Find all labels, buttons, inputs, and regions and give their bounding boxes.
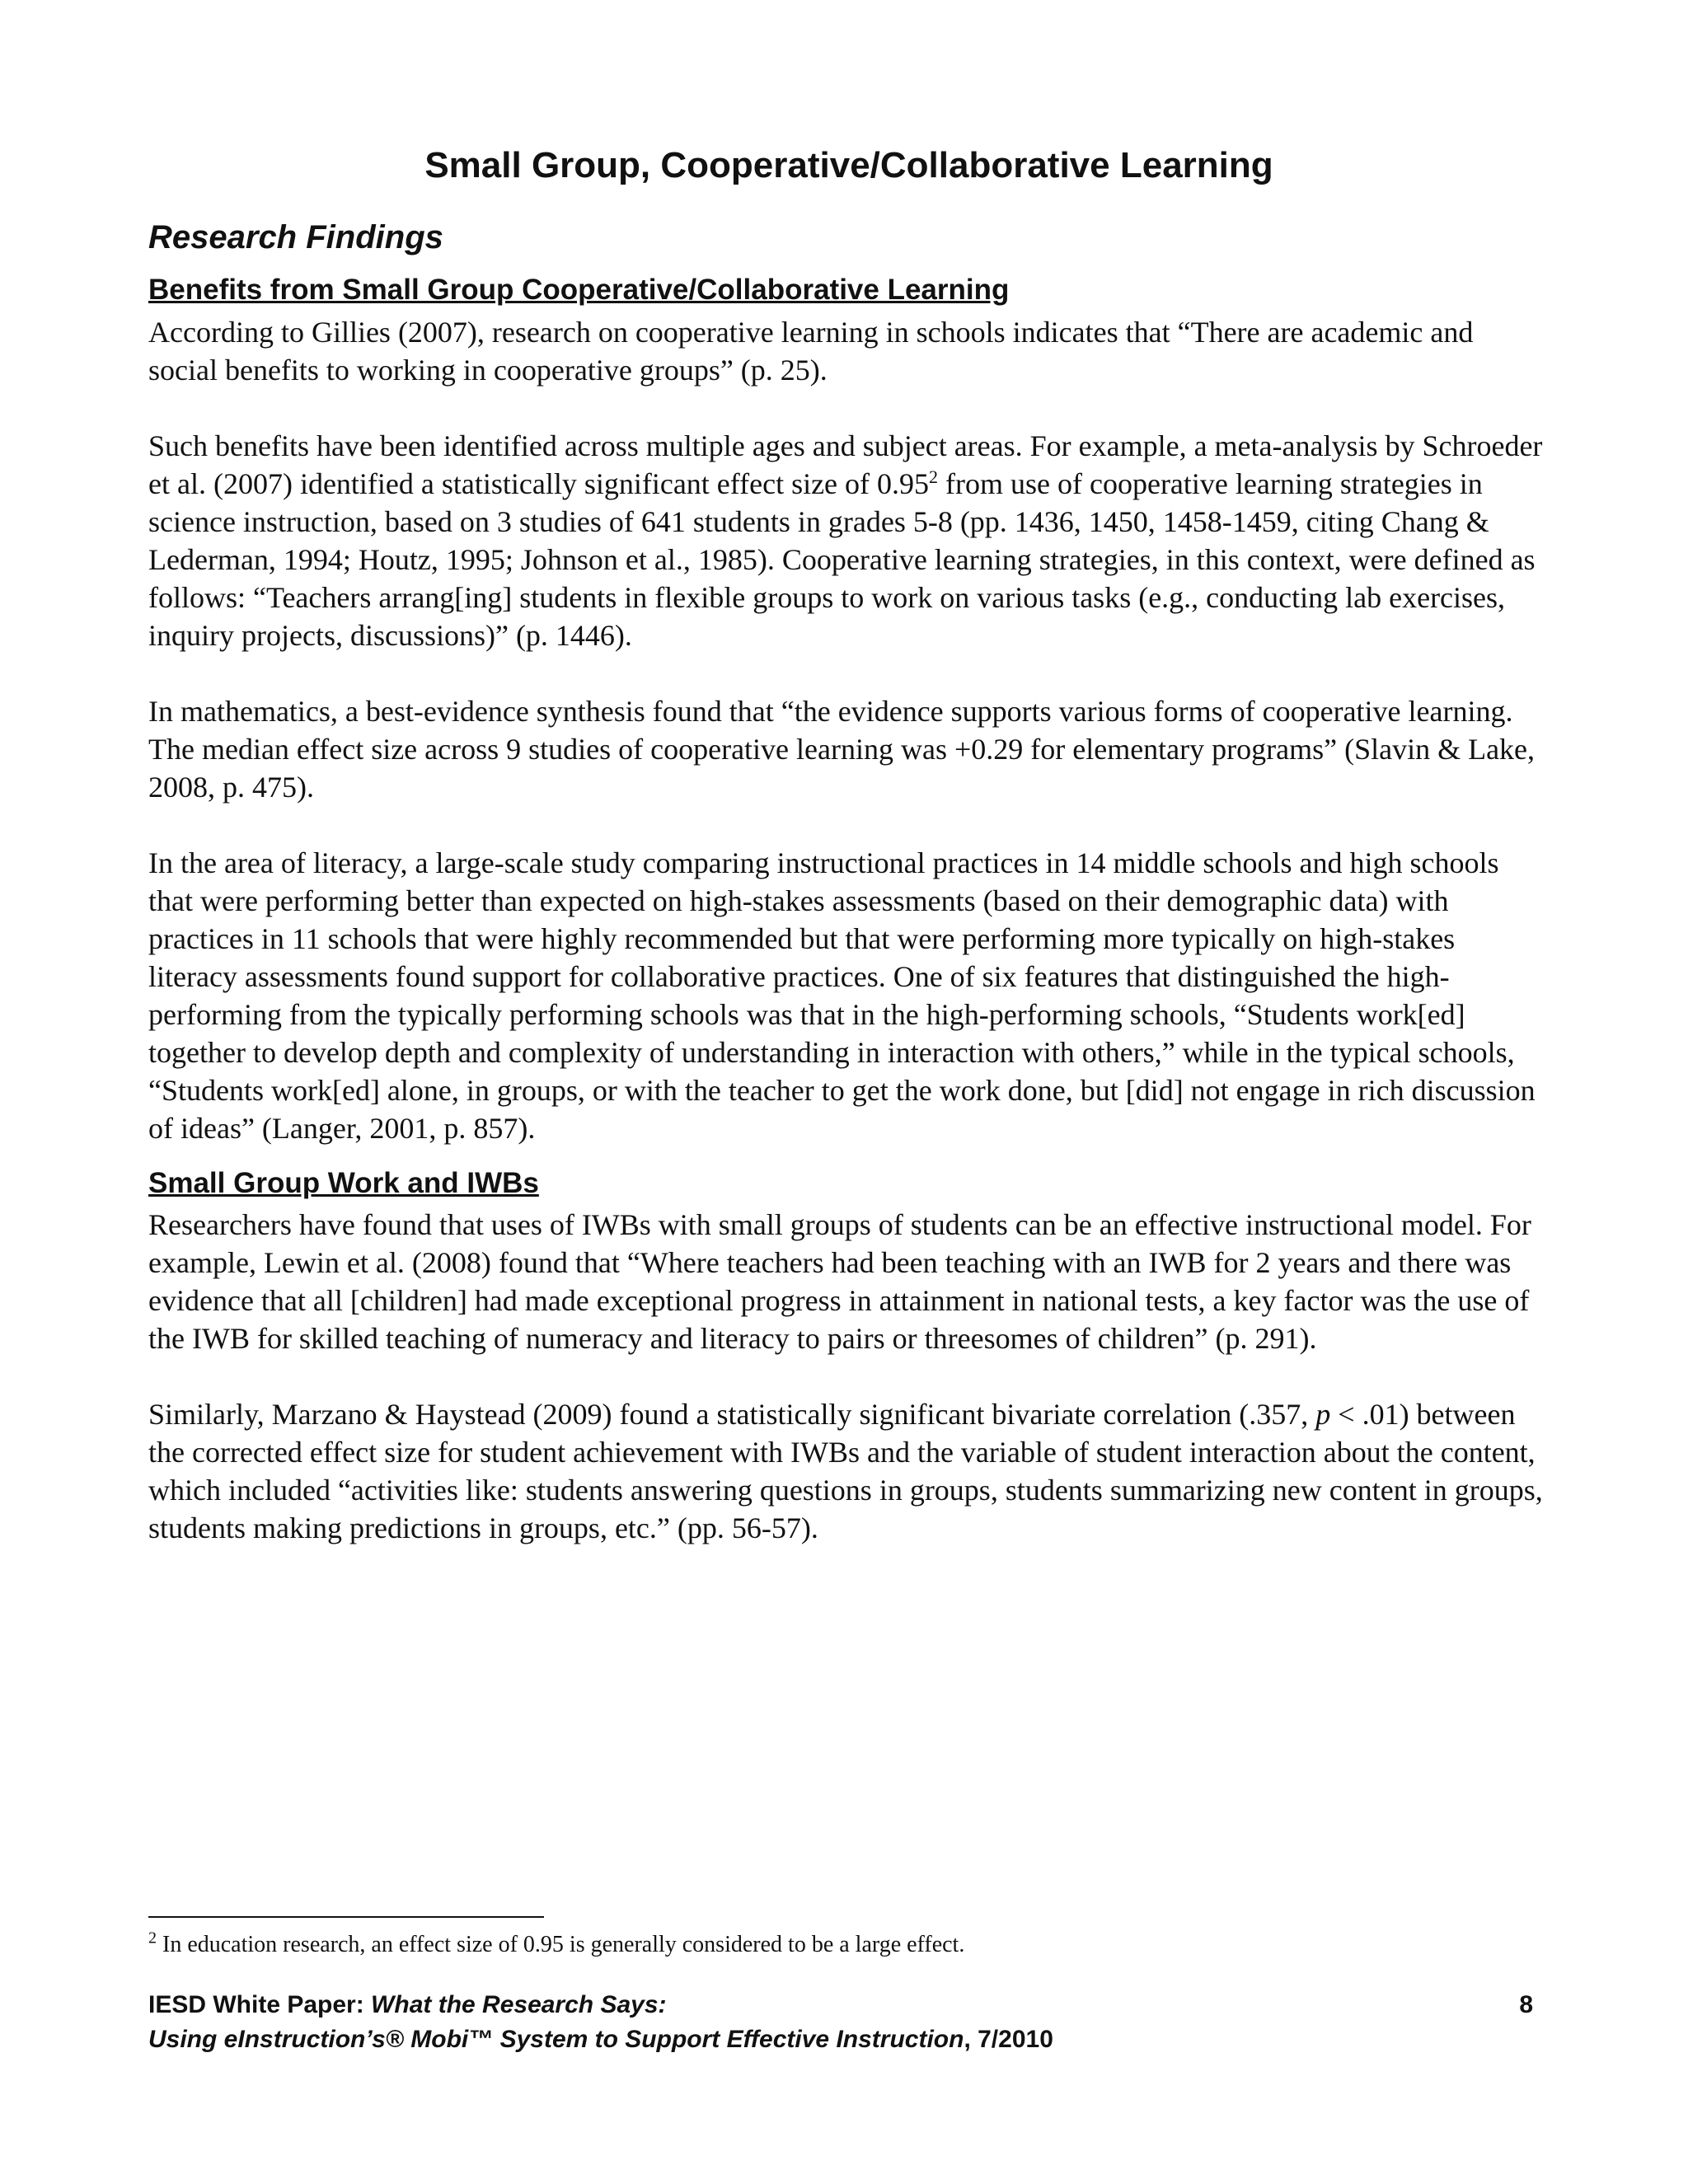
subsection-heading-iwbs: Small Group Work and IWBs bbox=[148, 1166, 539, 1199]
footnote-marker: 2 bbox=[148, 1929, 157, 1947]
footer-prefix: IESD White Paper: bbox=[148, 1991, 372, 2018]
footer-date: , 7/2010 bbox=[964, 2026, 1053, 2053]
page-number: 8 bbox=[1519, 1991, 1533, 2018]
paragraph-text: Such benefits have been identified across multiple ages and subject areas. For example, a meta-analysis by Schroeder et al. (2007) identified a statistically significant effect size of 0.95 bbox=[148, 429, 1543, 500]
footnote-divider bbox=[148, 1916, 544, 1918]
paragraph: According to Gillies (2007), research on cooperative learning in schools indicates that “There are academic and social benefits to working in cooperative groups” (p. 25). bbox=[148, 315, 1474, 387]
paragraph-text: < .01) between the corrected effect size for student achievement with IWBs and the variable of student interaction about the content, which included “activities like: students answering questions in groups, students summarizing new content in groups, students making predictions in groups, etc.” (pp. 56-57). bbox=[148, 1398, 1543, 1545]
paragraph-text: from use of cooperative learning strategies in science instruction, based on 3 studies of 641 students in grades 5-8 (pp. 1436, 1450, 1458-1459, citing Chang & Lederman, 1994; Houtz, 1995; Johnson et al., 1985). Cooperative learning strategies, in this context, were defined as follows: “Teachers arrang[ing] students in flexible groups to work on various tasks (e.g., conducting lab exercises, inquiry projects, discussions)” (p. 1446). bbox=[148, 466, 1536, 652]
footnote-reference: 2 bbox=[929, 466, 939, 487]
paragraph: In the area of literacy, a large-scale study comparing instructional practices in 14 middle schools and high schools that were performing better than expected on high-stakes assessments (based on their demographic data) with practices in 11 schools that were highly recommended but that were performing more typically on high-stakes literacy assessments found support for collaborative practices. One of six features that distinguished the high-performing from the typically performing schools was that in the high-performing schools, “Students work[ed] together to develop depth and complexity of understanding in interaction with others,” while in the typical schools, “Students work[ed] alone, in groups, or with the teacher to get the work done, but [did] not engage in rich discussion of ideas” (Langer, 2001, p. 857). bbox=[148, 846, 1536, 1145]
page-content bbox=[148, 144, 1550, 1585]
footer-doc-title: Using eInstruction’s® Mobi™ System to Support Effective Instruction bbox=[148, 2026, 964, 2053]
section-heading: Research Findings bbox=[148, 218, 443, 255]
footer-title bbox=[148, 1988, 667, 2022]
footer-line-2 bbox=[148, 2022, 1533, 2057]
paragraph-with-italic bbox=[148, 1395, 1550, 1547]
italic-p: p bbox=[1315, 1398, 1331, 1432]
paragraph-text: Similarly, Marzano & Haystead (2009) found a statistically significant bivariate correlation (.357, bbox=[148, 1398, 1316, 1432]
paragraph-with-footnote-ref bbox=[148, 427, 1550, 654]
footnote bbox=[148, 1930, 1550, 1960]
footer-subtitle-line bbox=[148, 2022, 1053, 2057]
paragraph: Researchers have found that uses of IWBs with small groups of students can be an effective instructional model. For example, Lewin et al. (2008) found that “Where teachers had been teaching with an IWB for 2 years and there was evidence that all [children] had made exceptional progress in attainment in national tests, a key factor was the use of the IWB for skilled teaching of numeracy and literacy to pairs or threesomes of children” (p. 291). bbox=[148, 1208, 1531, 1356]
footer-subtitle: What the Research Says: bbox=[371, 1991, 667, 2018]
page-footer bbox=[148, 1988, 1533, 2057]
subsection-heading-benefits: Benefits from Small Group Cooperative/Collaborative Learning bbox=[148, 273, 1010, 306]
footer-line-1 bbox=[148, 1988, 1533, 2022]
paragraph: In mathematics, a best-evidence synthesis found that “the evidence supports various forms of cooperative learning. The median effect size across 9 studies of cooperative learning was +0.29 for elementary programs” (Slavin & Lake, 2008, p. 475). bbox=[148, 694, 1536, 804]
footnote-text: In education research, an effect size of 0.95 is generally considered to be a large effect. bbox=[157, 1932, 965, 1957]
page-title: Small Group, Cooperative/Collaborative Learning bbox=[424, 145, 1273, 185]
